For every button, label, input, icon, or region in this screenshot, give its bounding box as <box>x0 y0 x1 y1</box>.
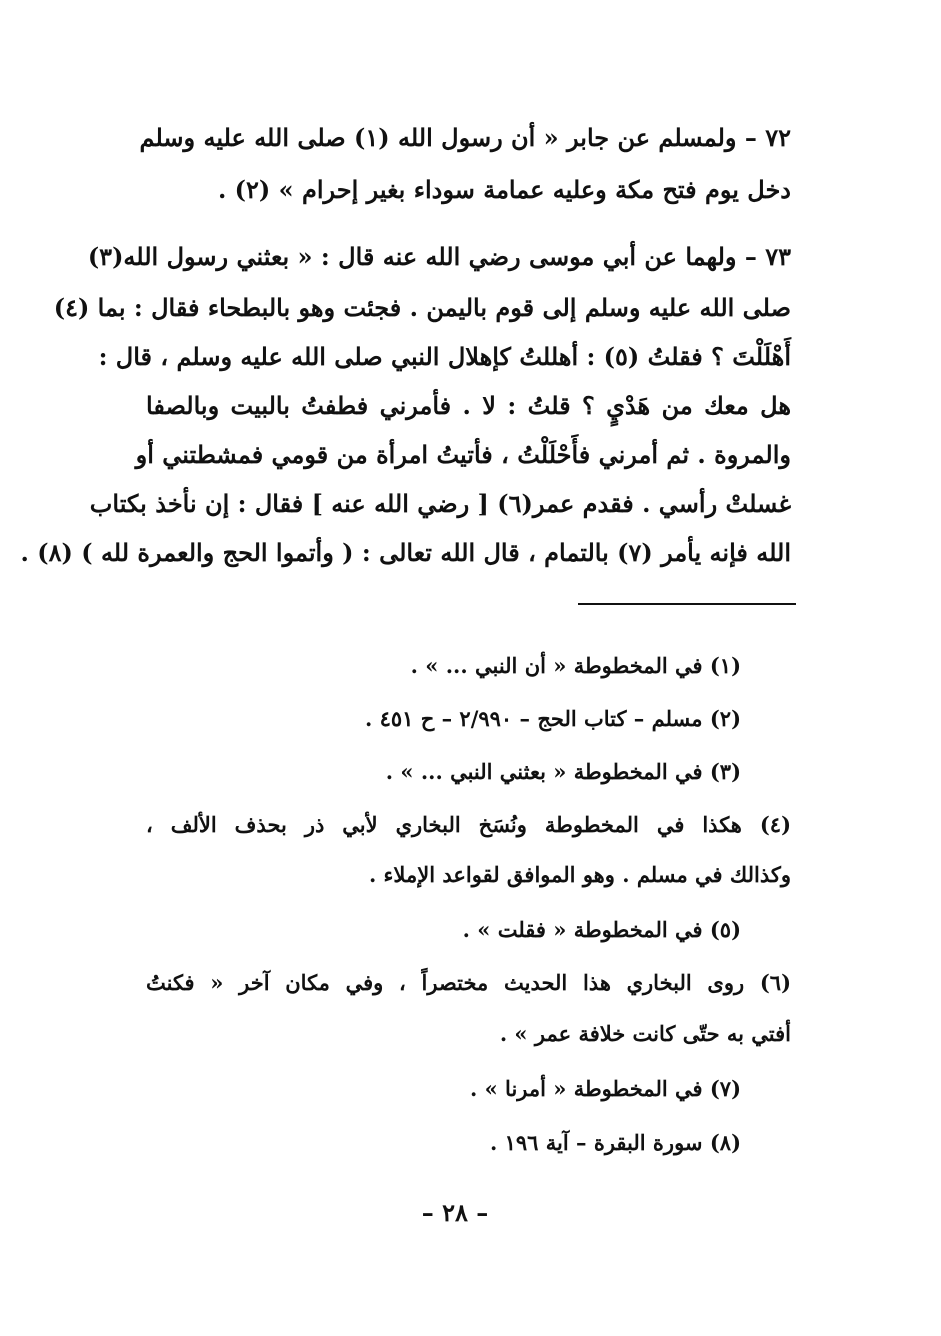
footnote-4-line-2: وكذالك في مسلم . وهو الموافق لقواعد الإملاء . <box>368 862 791 887</box>
hadith-72-line-1: ٧٢ – ولمسلم عن جابر « أن رسول الله (١) صلى الله عليه وسلم <box>139 123 791 152</box>
footnote-8: (٨) سورة البقرة – آية ١٩٦ . <box>490 1130 741 1155</box>
footnote-5: (٥) في المخطوطة « فقلت » . <box>462 917 741 942</box>
hadith-73-line-3: أَهْلَلْتَ ؟ فقلتُ (٥) : أهللتُ كإهلال النبي صلى الله عليه وسلم ، قال : <box>98 342 791 371</box>
hadith-72-line-2: دخل يوم فتح مكة وعليه عمامة سوداء بغير إحرام » (٢) . <box>217 175 791 204</box>
hadith-73-line-6: غسلتْ رأسي . فقدم عمر(٦) [ رضي الله عنه ] فقال : إن نأخذ بكتاب <box>89 489 791 518</box>
footnote-1: (١) في المخطوطة « أن النبي ... » . <box>410 653 741 678</box>
hadith-73-line-5: والمروة . ثم أمرني فأَحْلَلْتُ ، فأتيتُ امرأة من قومي فمشطتني أو <box>135 440 791 469</box>
footnote-6-line-1: (٦) روى البخاري هذا الحديث مختصراً ، وفي مكان آخر « فكنتُ <box>146 970 791 995</box>
hadith-73-line-2: صلى الله عليه وسلم إلى قوم باليمن . فجئت وهو بالبطحاء فقال : بما (٤) <box>53 293 791 322</box>
footnote-6-line-2: أفتي به حتّى كانت خلافة عمر » . <box>499 1021 791 1046</box>
hadith-73-line-1: ٧٣ – ولهما عن أبي موسى رضي الله عنه قال : « بعثني رسول الله(٣) <box>87 242 791 271</box>
footnote-7: (٧) في المخطوطة « أمرنا » . <box>469 1076 741 1101</box>
hadith-73-line-7: الله فإنه يأمر (٧) بالتمام ، قال الله تعالى : ( وأتموا الحج والعمرة لله ) (٨) . <box>20 538 791 567</box>
hadith-73-line-4: هل معك من هَدْيٍ ؟ قلتُ : لا . فأمرني فطفتُ بالبيت وبالصفا <box>146 391 791 420</box>
footnote-separator <box>578 603 796 605</box>
footnote-3: (٣) في المخطوطة « بعثني النبي ... » . <box>385 759 741 784</box>
page-number: – ٢٨ – <box>421 1198 489 1227</box>
footnote-4-line-1: (٤) هكذا في المخطوطة ونُسَخ البخاري لأبي ذر بحذف الألف ، <box>146 812 791 837</box>
footnote-2: (٢) مسلم – كتاب الحج – ٢/٩٩٠ – ح ٤٥١ . <box>364 706 741 731</box>
